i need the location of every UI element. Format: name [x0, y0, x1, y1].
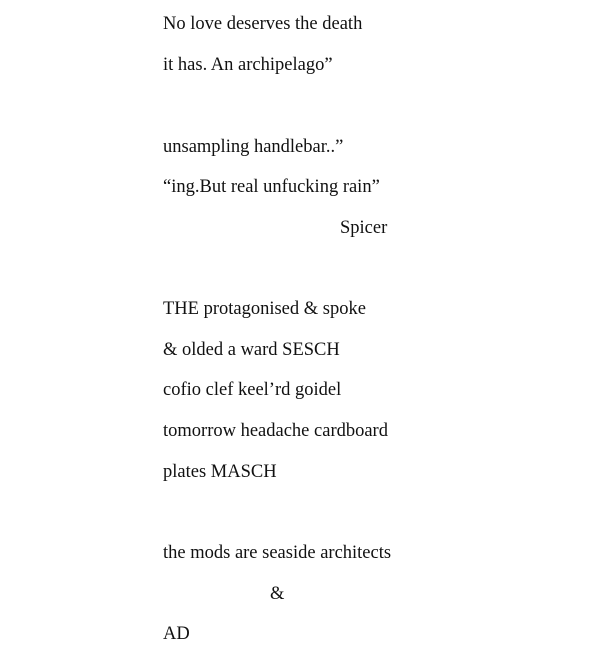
poem-line: cofio clef keel’rd goidel	[163, 380, 342, 400]
poem-line: plates MASCH	[163, 462, 277, 482]
poem-line: No love deserves the death	[163, 14, 363, 34]
poem-line: tomorrow headache cardboard	[163, 421, 388, 441]
poem-line: AD	[163, 624, 190, 644]
poem-line: it has. An archipelago”	[163, 55, 333, 75]
poem-line: & olded a ward SESCH	[163, 340, 340, 360]
poem-line: the mods are seaside architects	[163, 543, 392, 563]
poem-line: &	[270, 584, 285, 604]
attribution: Spicer	[340, 218, 388, 238]
poem-line: “ing.But real unfucking rain”	[163, 177, 380, 197]
poem-line: unsampling handlebar..”	[163, 137, 344, 157]
poem-line: THE protagonised & spoke	[163, 299, 366, 319]
